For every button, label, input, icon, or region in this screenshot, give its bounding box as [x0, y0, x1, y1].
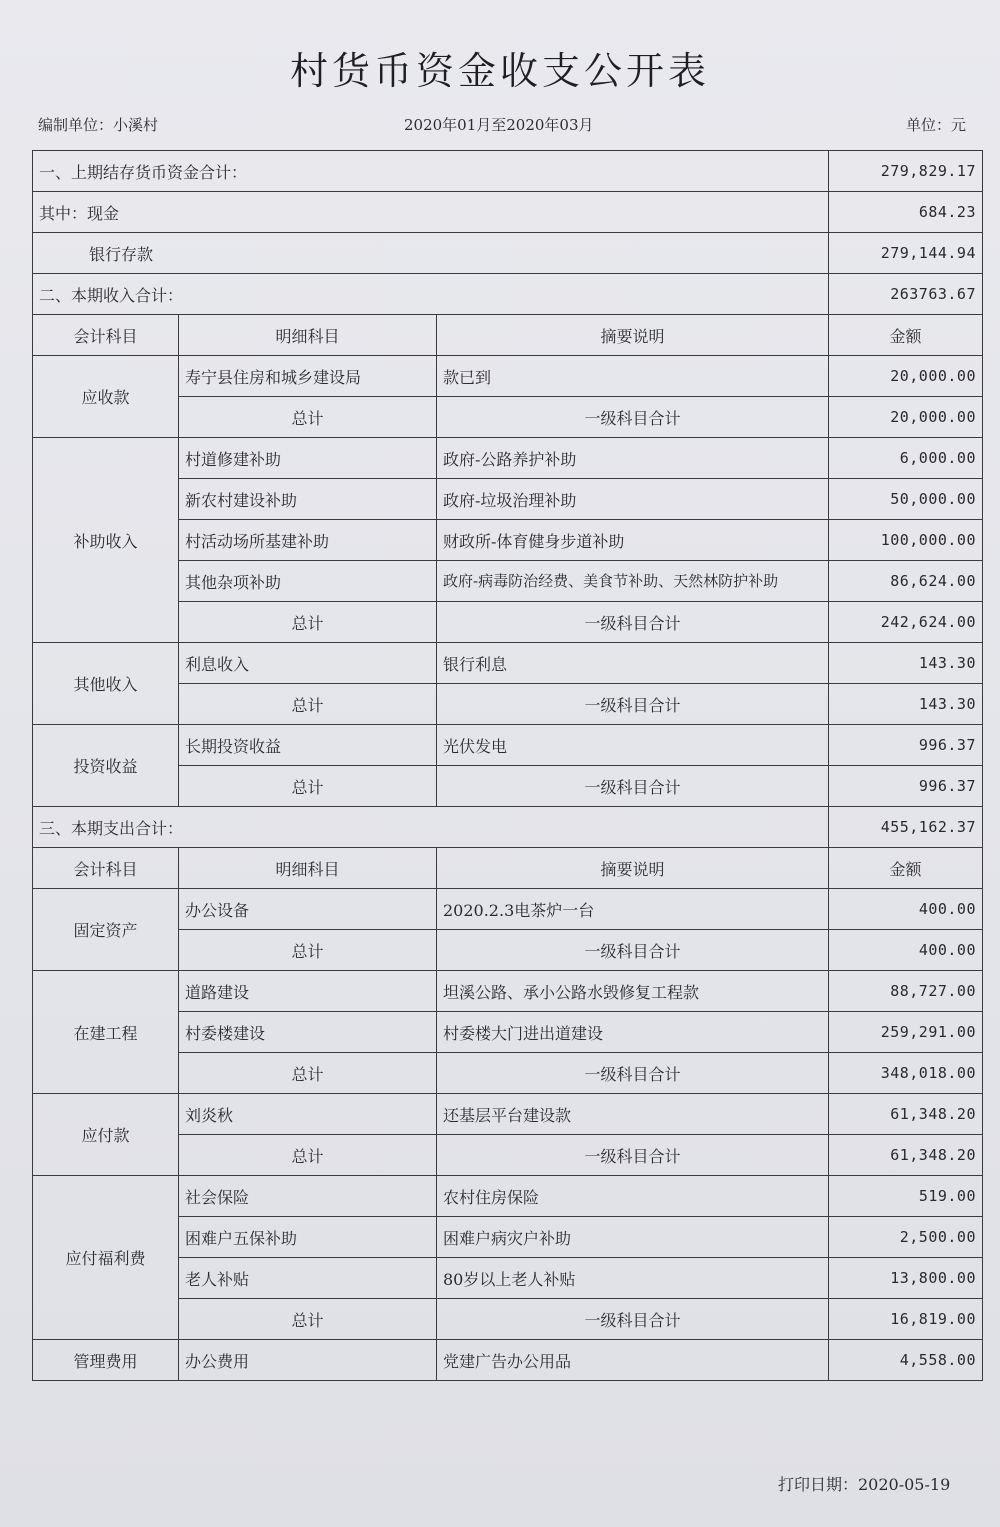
desc-cell: 款已到 — [437, 356, 829, 397]
bank-label: 银行存款 — [33, 233, 829, 274]
amount-cell: 996.37 — [829, 725, 983, 766]
expense-total-value: 455,162.37 — [829, 807, 983, 848]
bank-row — [33, 233, 983, 274]
amount-cell: 259,291.00 — [829, 1012, 983, 1053]
subtotal-label: 总计 — [179, 397, 437, 438]
subtotal-desc: 一级科目合计 — [437, 930, 829, 971]
detail-cell: 其他杂项补助 — [179, 561, 437, 602]
desc-cell: 农村住房保险 — [437, 1176, 829, 1217]
subtotal-label: 总计 — [179, 766, 437, 807]
col-header-account: 会计科目 — [33, 848, 179, 889]
detail-cell: 老人补贴 — [179, 1258, 437, 1299]
subtotal-label: 总计 — [179, 1135, 437, 1176]
subtotal-desc: 一级科目合计 — [437, 602, 829, 643]
table-row — [33, 1340, 983, 1381]
desc-cell: 村委楼大门进出道建设 — [437, 1012, 829, 1053]
account-investment: 投资收益 — [33, 725, 179, 807]
desc-cell: 政府-公路养护补助 — [437, 438, 829, 479]
desc-cell: 2020.2.3电茶炉一台 — [437, 889, 829, 930]
account-management: 管理费用 — [33, 1340, 179, 1381]
reporting-period: 2020年01月至2020年03月 — [404, 116, 594, 134]
desc-cell: 财政所-体育健身步道补助 — [437, 520, 829, 561]
table-row — [33, 356, 983, 397]
currency-unit: 单位：元 — [906, 116, 967, 134]
account-welfare: 应付福利费 — [33, 1176, 179, 1340]
subtotal-amount: 61,348.20 — [829, 1135, 983, 1176]
detail-cell: 村委楼建设 — [179, 1012, 437, 1053]
expense-header-row — [33, 848, 983, 889]
subtotal-label: 总计 — [179, 930, 437, 971]
amount-cell: 88,727.00 — [829, 971, 983, 1012]
balance-total-label: 一、上期结存货币资金合计： — [33, 151, 829, 192]
detail-cell: 困难户五保补助 — [179, 1217, 437, 1258]
table-row — [33, 889, 983, 930]
fund-table — [32, 150, 983, 1381]
detail-cell: 新农村建设补助 — [179, 479, 437, 520]
desc-cell: 党建广告办公用品 — [437, 1340, 829, 1381]
amount-cell: 86,624.00 — [829, 561, 983, 602]
detail-cell: 刘炎秋 — [179, 1094, 437, 1135]
subtotal-amount: 400.00 — [829, 930, 983, 971]
desc-cell: 困难户病灾户补助 — [437, 1217, 829, 1258]
table-row — [33, 1176, 983, 1217]
account-payable: 应付款 — [33, 1094, 179, 1176]
subtotal-amount: 348,018.00 — [829, 1053, 983, 1094]
subtotal-desc: 一级科目合计 — [437, 1299, 829, 1340]
subtotal-amount: 20,000.00 — [829, 397, 983, 438]
col-header-desc: 摘要说明 — [437, 315, 829, 356]
compiling-unit: 编制单位：小溪村 — [38, 116, 159, 134]
col-header-desc: 摘要说明 — [437, 848, 829, 889]
subtotal-label: 总计 — [179, 1053, 437, 1094]
desc-cell: 坦溪公路、承小公路水毁修复工程款 — [437, 971, 829, 1012]
account-receivable: 应收款 — [33, 356, 179, 438]
col-header-amount: 金额 — [829, 315, 983, 356]
bank-value: 279,144.94 — [829, 233, 983, 274]
desc-cell: 政府-垃圾治理补助 — [437, 479, 829, 520]
account-fixed-assets: 固定资产 — [33, 889, 179, 971]
cash-row — [33, 192, 983, 233]
page-title: 村货币资金收支公开表 — [289, 49, 710, 93]
account-construction: 在建工程 — [33, 971, 179, 1094]
cash-label: 其中：现金 — [33, 192, 829, 233]
desc-cell: 还基层平台建设款 — [437, 1094, 829, 1135]
subtotal-desc: 一级科目合计 — [437, 1135, 829, 1176]
subtotal-amount: 242,624.00 — [829, 602, 983, 643]
account-subsidy: 补助收入 — [33, 438, 179, 643]
desc-cell: 政府-病毒防治经费、美食节补助、天然林防护补助 — [437, 561, 829, 602]
amount-cell: 50,000.00 — [829, 479, 983, 520]
subtotal-desc: 一级科目合计 — [437, 397, 829, 438]
income-total-row — [33, 274, 983, 315]
detail-cell: 利息收入 — [179, 643, 437, 684]
detail-cell: 社会保险 — [179, 1176, 437, 1217]
amount-cell: 2,500.00 — [829, 1217, 983, 1258]
table-row — [33, 438, 983, 479]
table-row — [33, 643, 983, 684]
expense-total-row — [33, 807, 983, 848]
table-row — [33, 971, 983, 1012]
print-date: 打印日期：2020-05-19 — [778, 1475, 951, 1494]
detail-cell: 村道修建补助 — [179, 438, 437, 479]
desc-cell: 光伏发电 — [437, 725, 829, 766]
subtotal-amount: 143.30 — [829, 684, 983, 725]
subtotal-desc: 一级科目合计 — [437, 766, 829, 807]
cash-value: 684.23 — [829, 192, 983, 233]
income-total-value: 263763.67 — [829, 274, 983, 315]
amount-cell: 6,000.00 — [829, 438, 983, 479]
col-header-amount: 金额 — [829, 848, 983, 889]
income-total-label: 二、本期收入合计： — [33, 274, 829, 315]
balance-total-value: 279,829.17 — [829, 151, 983, 192]
subtotal-label: 总计 — [179, 1299, 437, 1340]
amount-cell: 13,800.00 — [829, 1258, 983, 1299]
detail-cell: 办公费用 — [179, 1340, 437, 1381]
expense-total-label: 三、本期支出合计： — [33, 807, 829, 848]
amount-cell: 400.00 — [829, 889, 983, 930]
subtotal-label: 总计 — [179, 602, 437, 643]
amount-cell: 61,348.20 — [829, 1094, 983, 1135]
detail-cell: 办公设备 — [179, 889, 437, 930]
desc-cell: 80岁以上老人补贴 — [437, 1258, 829, 1299]
desc-cell: 银行利息 — [437, 643, 829, 684]
subtotal-desc: 一级科目合计 — [437, 1053, 829, 1094]
col-header-account: 会计科目 — [33, 315, 179, 356]
amount-cell: 20,000.00 — [829, 356, 983, 397]
col-header-detail: 明细科目 — [179, 848, 437, 889]
subtotal-label: 总计 — [179, 684, 437, 725]
detail-cell: 寿宁县住房和城乡建设局 — [179, 356, 437, 397]
detail-cell: 村活动场所基建补助 — [179, 520, 437, 561]
balance-total-row — [33, 151, 983, 192]
subtotal-amount: 16,819.00 — [829, 1299, 983, 1340]
detail-cell: 道路建设 — [179, 971, 437, 1012]
detail-cell: 长期投资收益 — [179, 725, 437, 766]
amount-cell: 143.30 — [829, 643, 983, 684]
account-other-income: 其他收入 — [33, 643, 179, 725]
amount-cell: 4,558.00 — [829, 1340, 983, 1381]
amount-cell: 519.00 — [829, 1176, 983, 1217]
table-row — [33, 1094, 983, 1135]
income-header-row — [33, 315, 983, 356]
subtotal-amount: 996.37 — [829, 766, 983, 807]
table-row — [33, 725, 983, 766]
col-header-detail: 明细科目 — [179, 315, 437, 356]
subtotal-desc: 一级科目合计 — [437, 684, 829, 725]
amount-cell: 100,000.00 — [829, 520, 983, 561]
